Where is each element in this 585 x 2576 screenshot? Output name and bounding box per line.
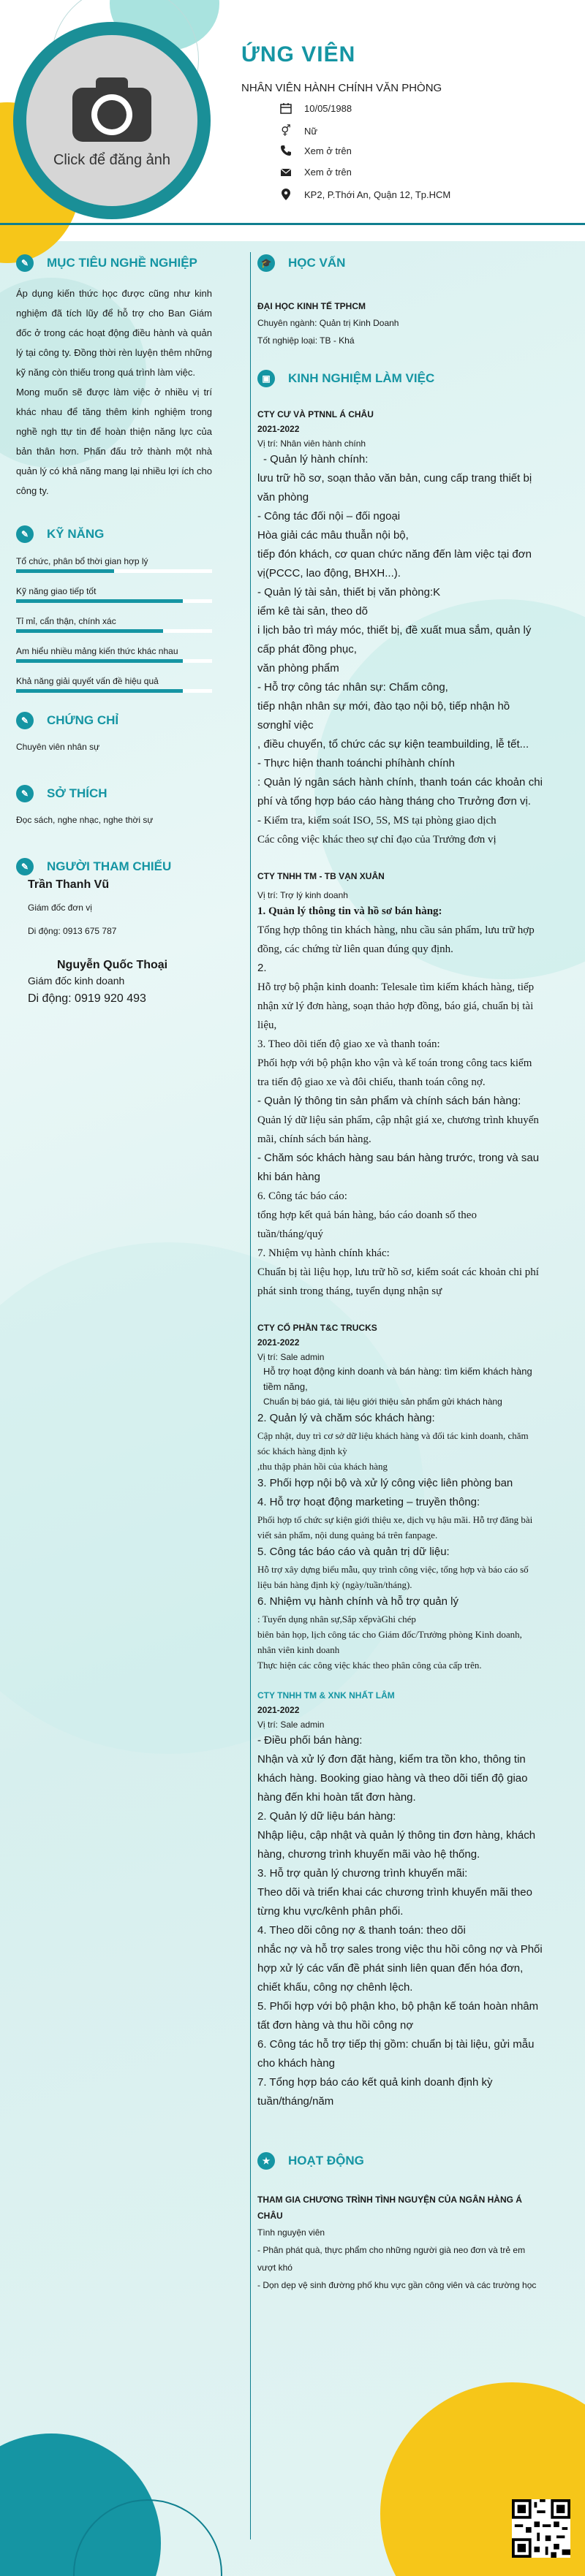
job-line: 3. Theo dõi tiến độ giao xe và thanh toán:	[257, 1038, 440, 1050]
objective-text-2: Mong muốn sẽ được làm việc ở nhiều vị trí khác nhau để tăng thêm kinh nghiệm trong nghề ngh ttự tin để hoàn thiện năng lực của bản thân hơn. Phấn đấu trở thành một nhà quản lý có khả năng mang lại nhiều lợi ích cho công ty.	[16, 387, 212, 496]
skill-label: Khả năng giải quyết vấn đề hiệu quả	[16, 676, 159, 686]
job-line: 7. Tổng hợp báo cáo kết quả kinh doanh định kỳ tuần/tháng/năm	[257, 2076, 493, 2108]
experience-heading	[257, 370, 543, 387]
job-position: Vị trí: Sale admin	[257, 1720, 325, 1730]
job-line: Tổng hợp thông tin khách hàng, nhu cầu sản phẩm, lưu trữ hợp đồng, các chứng từ liên quan đúng quy định.	[257, 924, 535, 955]
education-heading	[257, 254, 543, 272]
gender-text: Nữ	[304, 125, 318, 137]
pencil-icon: ✎	[16, 254, 34, 272]
job-time: 2021-2022	[257, 424, 300, 434]
job-line: 6. Công tác hỗ trợ tiếp thị gồm: chuẩn bị tài liệu, gửi mẫu cho khách hàng	[257, 2038, 535, 2070]
skill-label: Tổ chức, phân bổ thời gian hợp lý	[16, 556, 148, 566]
job-entry	[257, 409, 543, 849]
job-line: - Hỗ trợ công tác nhân sự: Chấm công,	[257, 681, 448, 694]
right-column	[257, 254, 543, 2294]
graduation-cap-icon: 🎓	[257, 254, 275, 272]
skill-bar-fill	[16, 659, 183, 663]
activities-heading	[257, 2152, 543, 2170]
job-line: Thực hiện các công việc khác theo phân công của cấp trên.	[257, 1660, 482, 1671]
education-grade: Tốt nghiệp loại: TB - Khá	[257, 335, 355, 346]
activity-line: - Dọn dẹp vệ sinh đường phố khu vực gần công viên và các trường học	[257, 2280, 537, 2290]
phone-text: Xem ở trên	[304, 145, 352, 156]
references-heading	[16, 858, 212, 875]
skill-label: Tỉ mỉ, cẩn thận, chính xác	[16, 616, 116, 626]
pencil-icon: ✎	[16, 525, 34, 543]
job-line: 2. Quản lý và chăm sóc khách hàng:	[257, 1412, 435, 1424]
job-time: 2021-2022	[257, 1705, 300, 1715]
reference-name: Trần Thanh Vũ	[28, 878, 110, 891]
calendar-icon	[278, 102, 294, 114]
job-line: 3. Phối hợp nội bộ và xử lý công việc liên phòng ban	[257, 1477, 513, 1489]
qr-code	[512, 2499, 570, 2558]
school-name: ĐẠI HỌC KINH TẾ TPHCM	[257, 301, 366, 311]
job-line: i lịch bảo trì máy móc, thiết bị, đề xuất mua sắm, quản lý cấp phát đồng phục,	[257, 624, 532, 656]
job-line: - Điều phối bán hàng:	[257, 1734, 363, 1747]
job-line: 1. Quản lý thông tin và hồ sơ bán hàng:	[257, 905, 442, 917]
reference-1	[28, 878, 212, 940]
camera-icon	[68, 73, 156, 146]
job-line: Chuẩn bị báo giá, tài liệu giới thiệu sản phẩm gửi khách hàng	[263, 1397, 502, 1407]
activity-role: Tình nguyện viên	[257, 2227, 325, 2238]
job-line: 2.	[257, 962, 267, 974]
reference-phone: Di động: 0919 920 493	[28, 992, 146, 1005]
certificates-title: CHỨNG CHỈ	[47, 713, 119, 727]
job-company: CTY CƯ VÀ PTNNL Á CHÂU	[257, 409, 374, 419]
education-major: Chuyên ngành: Quản trị Kinh Doanh	[257, 318, 399, 328]
info-email	[278, 167, 352, 178]
job-line: Phối hợp với bộ phận kho vận và kế toán trong công tacs kiểm tra tiến độ giao xe và đôi chiếu, thanh toán công nợ.	[257, 1057, 532, 1088]
skills-heading	[16, 525, 212, 543]
star-icon: ★	[257, 2152, 275, 2170]
job-line: 3. Hỗ trợ quản lý chương trình khuyến mãi:	[257, 1867, 468, 1880]
job-line: : Tuyển dụng nhân sự,Sắp xếpvàGhi chép	[257, 1614, 416, 1625]
objective-title: MỤC TIÊU NGHỀ NGHIỆP	[47, 256, 197, 270]
job-line: biên bản họp, lịch công tác cho Giám đốc/Trưởng phòng Kinh doanh, nhân viên kinh doanh	[257, 1629, 522, 1655]
skill-bar-fill	[16, 689, 183, 693]
activities-title: HOẠT ĐỘNG	[288, 2154, 364, 2167]
job-entry	[257, 1323, 543, 1673]
pencil-icon: ✎	[16, 712, 34, 729]
skill-bar-fill	[16, 599, 183, 603]
job-line: Theo dõi và triển khai các chương trình khuyến mãi theo từng khu vực/kênh phân phối.	[257, 1886, 532, 1918]
job-line: - Quản lý tài sản, thiết bị văn phòng:K	[257, 586, 441, 599]
skill-bar	[16, 659, 212, 663]
reference-phone: Di động: 0913 675 787	[28, 926, 117, 936]
hobbies-text: Đọc sách, nghe nhạc, nghe thời sự	[16, 815, 154, 825]
skill-label: Am hiểu nhiều mảng kiến thức khác nhau	[16, 646, 178, 656]
candidate-position: NHÂN VIÊN HÀNH CHÍNH VĂN PHÒNG	[241, 82, 442, 94]
job-line: 6. Nhiệm vụ hành chính và hỗ trợ quản lý	[257, 1595, 458, 1608]
skill-bar	[16, 689, 212, 693]
job-line: iểm kê tài sản, theo dõ	[257, 605, 368, 618]
email-text: Xem ở trên	[304, 167, 352, 178]
job-position: Vị trí: Sale admin	[257, 1352, 325, 1362]
skill-bar	[16, 569, 212, 573]
job-line: tiếp nhận nhân sự mới, đào tạo nội bộ, tiếp nhận hồ sơnghỉ việc	[257, 700, 510, 732]
job-line: Các công việc khác theo sự chỉ đạo của Trưởng đơn vị	[257, 834, 497, 846]
job-line: Nhận và xử lý đơn đặt hàng, kiểm tra tồn kho, thông tin khách hàng. Booking giao hàng và theo dõi tiến độ giao hàng đến khi hoàn tất đơn hàng.	[257, 1753, 528, 1804]
job-line: tổng hợp kết quả bán hàng, báo cáo doanh số theo tuần/tháng/quý	[257, 1209, 477, 1240]
job-line: Phối hợp tổ chức sự kiện giới thiệu xe, dịch vụ hậu mãi. Hỗ trợ đăng bài viết sản phẩm, nội dung quảng bá trên fanpage.	[257, 1514, 533, 1540]
reference-role: Giám đốc kinh doanh	[28, 975, 125, 987]
job-company: CTY TNHH TM - TB VẠN XUÂN	[257, 871, 385, 881]
job-line: Cập nhật, duy trì cơ sở dữ liệu khách hàng và đối tác kinh doanh, chăm sóc khách hàng định kỳ	[257, 1430, 529, 1456]
job-line: 4. Hỗ trợ hoạt động marketing – truyền thông:	[257, 1496, 480, 1508]
skills-list	[16, 556, 212, 693]
job-company: CTY TNHH TM & XNK NHẤT LÂM	[257, 1690, 395, 1701]
job-line: Hòa giải các mâu thuẫn nội bộ,	[257, 529, 409, 542]
candidate-name: ỨNG VIÊN	[241, 42, 356, 67]
location-icon	[278, 189, 294, 200]
job-line: , điều chuyển, tổ chức các sự kiện teambuilding, lễ tết...	[257, 738, 529, 751]
avatar[interactable]	[26, 35, 197, 206]
job-entry	[257, 871, 543, 1301]
job-line: - Kiểm tra, kiểm soát ISO, 5S, MS tại phòng giao dịch	[257, 815, 497, 827]
certificates-text: Chuyên viên nhân sự	[16, 742, 100, 752]
job-line: ,thu thập phản hồi của khách hàng	[257, 1461, 388, 1472]
info-address	[278, 189, 450, 200]
job-line: Hỗ trợ hoạt động kinh doanh và bán hàng: tìm kiếm khách hàng tiềm năng,	[263, 1366, 532, 1392]
references-title: NGƯỜI THAM CHIẾU	[47, 859, 172, 873]
skill-bar	[16, 629, 212, 633]
info-phone	[278, 145, 352, 156]
hobbies-heading	[16, 785, 212, 802]
job-line: - Công tác đối nội – đối ngoại	[257, 510, 401, 523]
job-line: : Quản lý ngân sách hành chính, thanh toán các khoản chi phí và tổng hợp báo cáo hàng tháng cho Trưởng đơn vị.	[257, 776, 543, 808]
job-line: - Thực hiện thanh toánchi phíhành chính	[257, 757, 455, 770]
activity-org: THAM GIA CHƯƠNG TRÌNH TÌNH NGUYỆN CỦA NGÂN HÀNG Á CHÂU	[257, 2195, 522, 2221]
avatar-upload-label[interactable]: Click để đăng ảnh	[53, 151, 171, 168]
info-gender	[278, 124, 317, 137]
job-time: 2021-2022	[257, 1337, 300, 1348]
reference-name: Nguyễn Quốc Thoại	[57, 959, 168, 971]
job-line: văn phòng phẩm	[257, 662, 339, 675]
job-position: Vị trí: Trợ lý kinh doanh	[257, 890, 348, 900]
column-divider	[250, 252, 251, 2539]
briefcase-icon: ▣	[257, 370, 275, 387]
skills-title: KỸ NĂNG	[47, 527, 105, 541]
job-line: Chuẩn bị tài liệu họp, lưu trữ hồ sơ, kiểm soát các khoản chi phí phát sinh trong tháng, tuyển dụng nhận sự	[257, 1266, 539, 1297]
certificates-heading	[16, 712, 212, 729]
pencil-icon: ✎	[16, 785, 34, 802]
pencil-icon: ✎	[16, 858, 34, 875]
job-line: nhắc nợ và hỗ trợ sales trong việc thu hồi công nợ và Phối hợp xử lý các vấn đề phát sinh liên quan đến hóa đơn, chiết khấu, công nợ chênh lệch.	[257, 1943, 543, 1994]
skill-label: Kỹ năng giao tiếp tốt	[16, 586, 97, 596]
gender-icon: ⚥	[281, 125, 291, 137]
job-line: 4. Theo dõi công nợ & thanh toán: theo dõi	[257, 1924, 466, 1937]
objective-heading	[16, 254, 212, 272]
email-icon	[278, 167, 294, 178]
job-line: 7. Nhiệm vụ hành chính khác:	[257, 1247, 390, 1259]
job-line: lưu trữ hồ sơ, soạn thảo văn bản, cung cấp trang thiết bị văn phòng	[257, 472, 532, 504]
hobbies-title: SỞ THÍCH	[47, 786, 107, 800]
job-line: - Chăm sóc khách hàng sau bán hàng trước, trong và sau khi bán hàng	[257, 1152, 540, 1183]
header-divider	[0, 223, 585, 225]
experience-title: KINH NGHIỆM LÀM VIỆC	[288, 371, 435, 385]
skill-bar-fill	[16, 629, 163, 633]
job-entry	[257, 1690, 543, 2111]
job-line: Nhập liệu, cập nhật và quản lý thông tin đơn hàng, khách hàng, chương trình khuyến mãi vào hệ thống.	[257, 1829, 536, 1861]
job-line: Quản lý dữ liệu sản phẩm, cập nhật giá xe, chương trình khuyến mãi, chính sách bán hàng.	[257, 1114, 539, 1145]
reference-role: Giám đốc đơn vị	[28, 903, 92, 913]
job-line: 2. Quản lý dữ liệu bán hàng:	[257, 1810, 396, 1823]
cv-header	[0, 0, 585, 241]
left-column	[16, 254, 212, 1006]
education-title: HỌC VẤN	[288, 256, 346, 270]
birthday-text: 10/05/1988	[304, 102, 352, 114]
job-line: tiếp đón khách, cơ quan chức năng đến làm việc tại đơn vị(PCCC, lao động, BHXH...).	[257, 548, 532, 580]
reference-2	[28, 959, 212, 1006]
phone-icon	[278, 145, 294, 156]
job-line: 5. Phối hợp với bộ phận kho, bộ phận kế toán hoàn nhâm tất đơn hàng và thu hồi công nợ	[257, 2000, 539, 2032]
job-line: 5. Công tác báo cáo và quản trị dữ liệu:	[257, 1546, 450, 1558]
job-line: Hỗ trợ xây dựng biểu mẫu, quy trình công việc, tổng hợp và báo cáo số liệu bán hàng định kỳ (ngày/tuần/tháng).	[257, 1564, 529, 1590]
job-line: - Quản lý hành chính:	[263, 453, 369, 466]
skill-bar-fill	[16, 569, 114, 573]
job-company: CTY CỔ PHẦN T&C TRUCKS	[257, 1323, 377, 1333]
job-position: Vị trí: Nhân viên hành chính	[257, 438, 366, 449]
job-line: - Quản lý thông tin sản phẩm và chính sách bán hàng:	[257, 1095, 521, 1107]
job-line: 6. Công tác báo cáo:	[257, 1190, 347, 1202]
skill-bar	[16, 599, 212, 603]
job-line: Hỗ trợ bộ phận kinh doanh: Telesale tìm kiếm khách hàng, tiếp nhận xử lý đơn hàng, soạn thảo hợp đồng, báo giá, chuẩn bị tài liệu,	[257, 981, 535, 1031]
objective-text-1: Áp dụng kiến thức học được cũng như kinh nghiệm đã tích lũy để hỗ trợ cho Ban Giám đốc ở trong các hoạt động điều hành và quản lý tại công ty. Đồng thời rèn luyện thêm những kỹ năng còn thiếu trong quá trình làm việc.	[16, 288, 212, 378]
info-birthday	[278, 102, 352, 114]
address-text: KP2, P.Thới An, Quận 12, Tp.HCM	[304, 189, 451, 200]
activity-line: - Phân phát quà, thực phẩm cho những người già neo đơn và trẻ em vượt khó	[257, 2245, 526, 2273]
